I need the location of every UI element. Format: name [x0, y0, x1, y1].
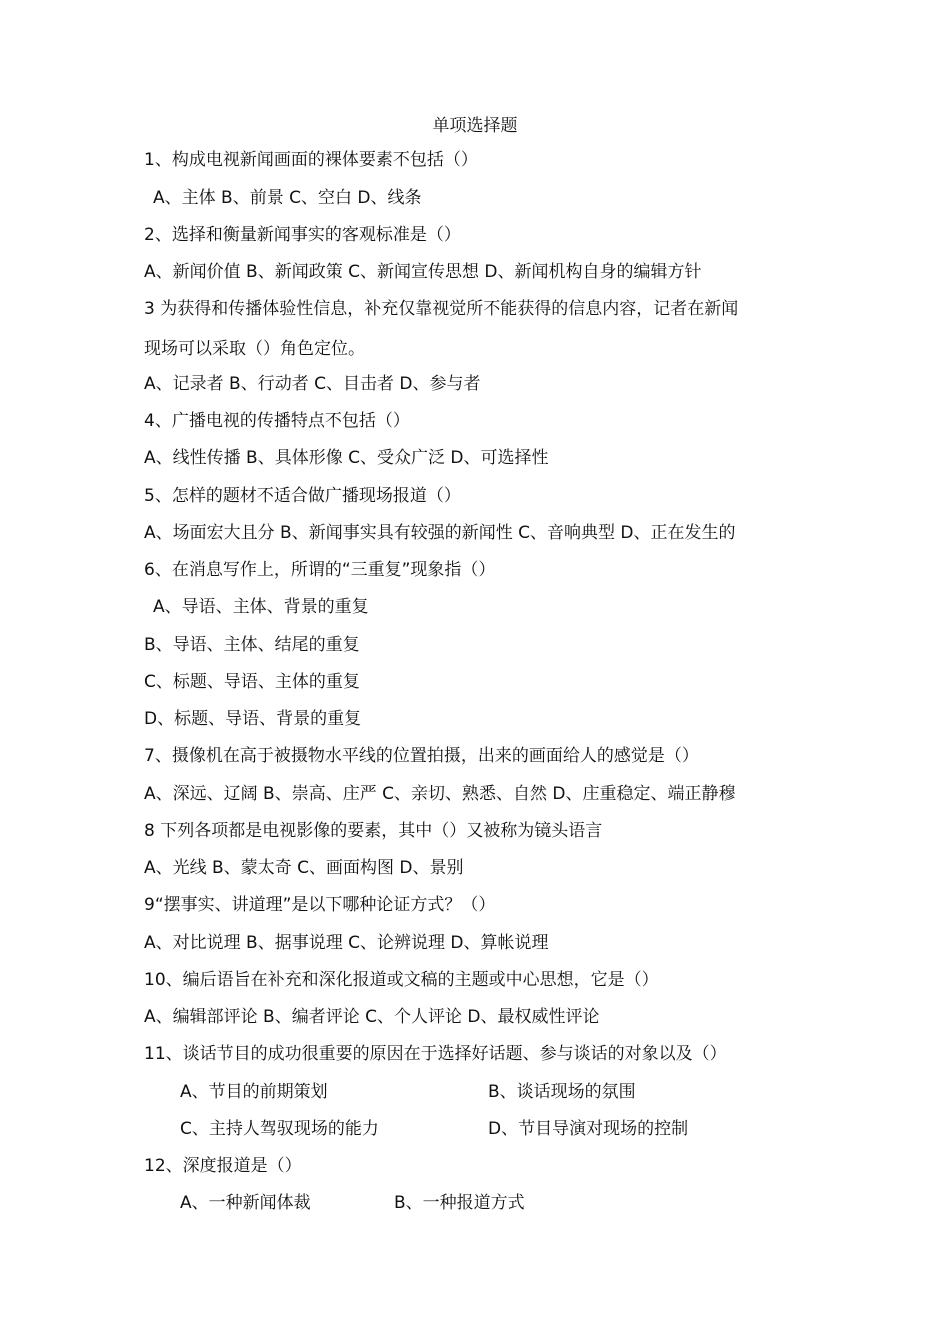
question-5-options: A、场面宏大且分 B、新闻事实具有较强的新闻性 C、音响典型 D、正在发生的 — [144, 523, 736, 543]
question-11-option-c: C、主持人驾驭现场的能力 — [180, 1119, 379, 1139]
question-6-option-a: A、导语、主体、背景的重复 — [153, 597, 369, 617]
question-1: 1、构成电视新闻画面的裸体要素不包括（） — [144, 150, 478, 170]
question-11-option-b: B、谈话现场的氛围 — [488, 1082, 636, 1102]
question-7-options: A、深远、辽阔 B、崇高、庄严 C、亲切、熟悉、自然 D、庄重稳定、端正静穆 — [144, 784, 736, 804]
question-6-option-b: B、导语、主体、结尾的重复 — [144, 635, 360, 655]
question-11-option-a: A、节目的前期策划 — [180, 1082, 328, 1102]
question-10-options: A、编辑部评论 B、编者评论 C、个人评论 D、最权威性评论 — [144, 1007, 600, 1027]
question-10: 10、编后语旨在补充和深化报道或文稿的主题或中心思想，它是（） — [144, 970, 659, 990]
question-1-options: A、主体 B、前景 C、空白 D、线条 — [153, 188, 422, 208]
question-12-option-a: A、一种新闻体裁 — [180, 1193, 311, 1213]
question-4-options: A、线性传播 B、具体形像 C、受众广泛 D、可选择性 — [144, 448, 549, 468]
question-3: 3 为获得和传播体验性信息，补充仅靠视觉所不能获得的信息内容，记者在新闻 — [144, 299, 739, 319]
question-6-option-c: C、标题、导语、主体的重复 — [144, 672, 360, 692]
question-6-option-d: D、标题、导语、背景的重复 — [144, 709, 362, 729]
question-9-options: A、对比说理 B、据事说理 C、论辨说理 D、算帐说理 — [144, 933, 549, 953]
question-9: 9“摆事实、讲道理”是以下哪种论证方式？（） — [144, 895, 496, 915]
question-4: 4、广播电视的传播特点不包括（） — [144, 411, 410, 431]
question-12-option-b: B、一种报道方式 — [394, 1193, 525, 1213]
question-2: 2、选择和衡量新闻事实的客观标准是（） — [144, 225, 461, 245]
question-3-options: A、记录者 B、行动者 C、目击者 D、参与者 — [144, 374, 481, 394]
document-title: 单项选择题 — [432, 116, 518, 136]
question-3-continued: 现场可以采取（）角色定位。 — [144, 339, 365, 359]
question-2-options: A、新闻价值 B、新闻政策 C、新闻宣传思想 D、新闻机构自身的编辑方针 — [144, 262, 702, 282]
question-8: 8 下列各项都是电视影像的要素，其中（）又被称为镜头语言 — [144, 821, 603, 841]
question-8-options: A、光线 B、蒙太奇 C、画面构图 D、景别 — [144, 858, 464, 878]
question-5: 5、怎样的题材不适合做广播现场报道（） — [144, 486, 461, 506]
question-11-option-d: D、节目导演对现场的控制 — [488, 1119, 689, 1139]
question-7: 7、摄像机在高于被摄物水平线的位置拍摄，出来的画面给人的感觉是（） — [144, 746, 699, 766]
question-11: 11、谈话节目的成功很重要的原因在于选择好话题、参与谈话的对象以及（） — [144, 1044, 727, 1064]
question-12: 12、深度报道是（） — [144, 1156, 302, 1176]
question-6: 6、在消息写作上，所谓的“三重复”现象指（） — [144, 560, 496, 580]
